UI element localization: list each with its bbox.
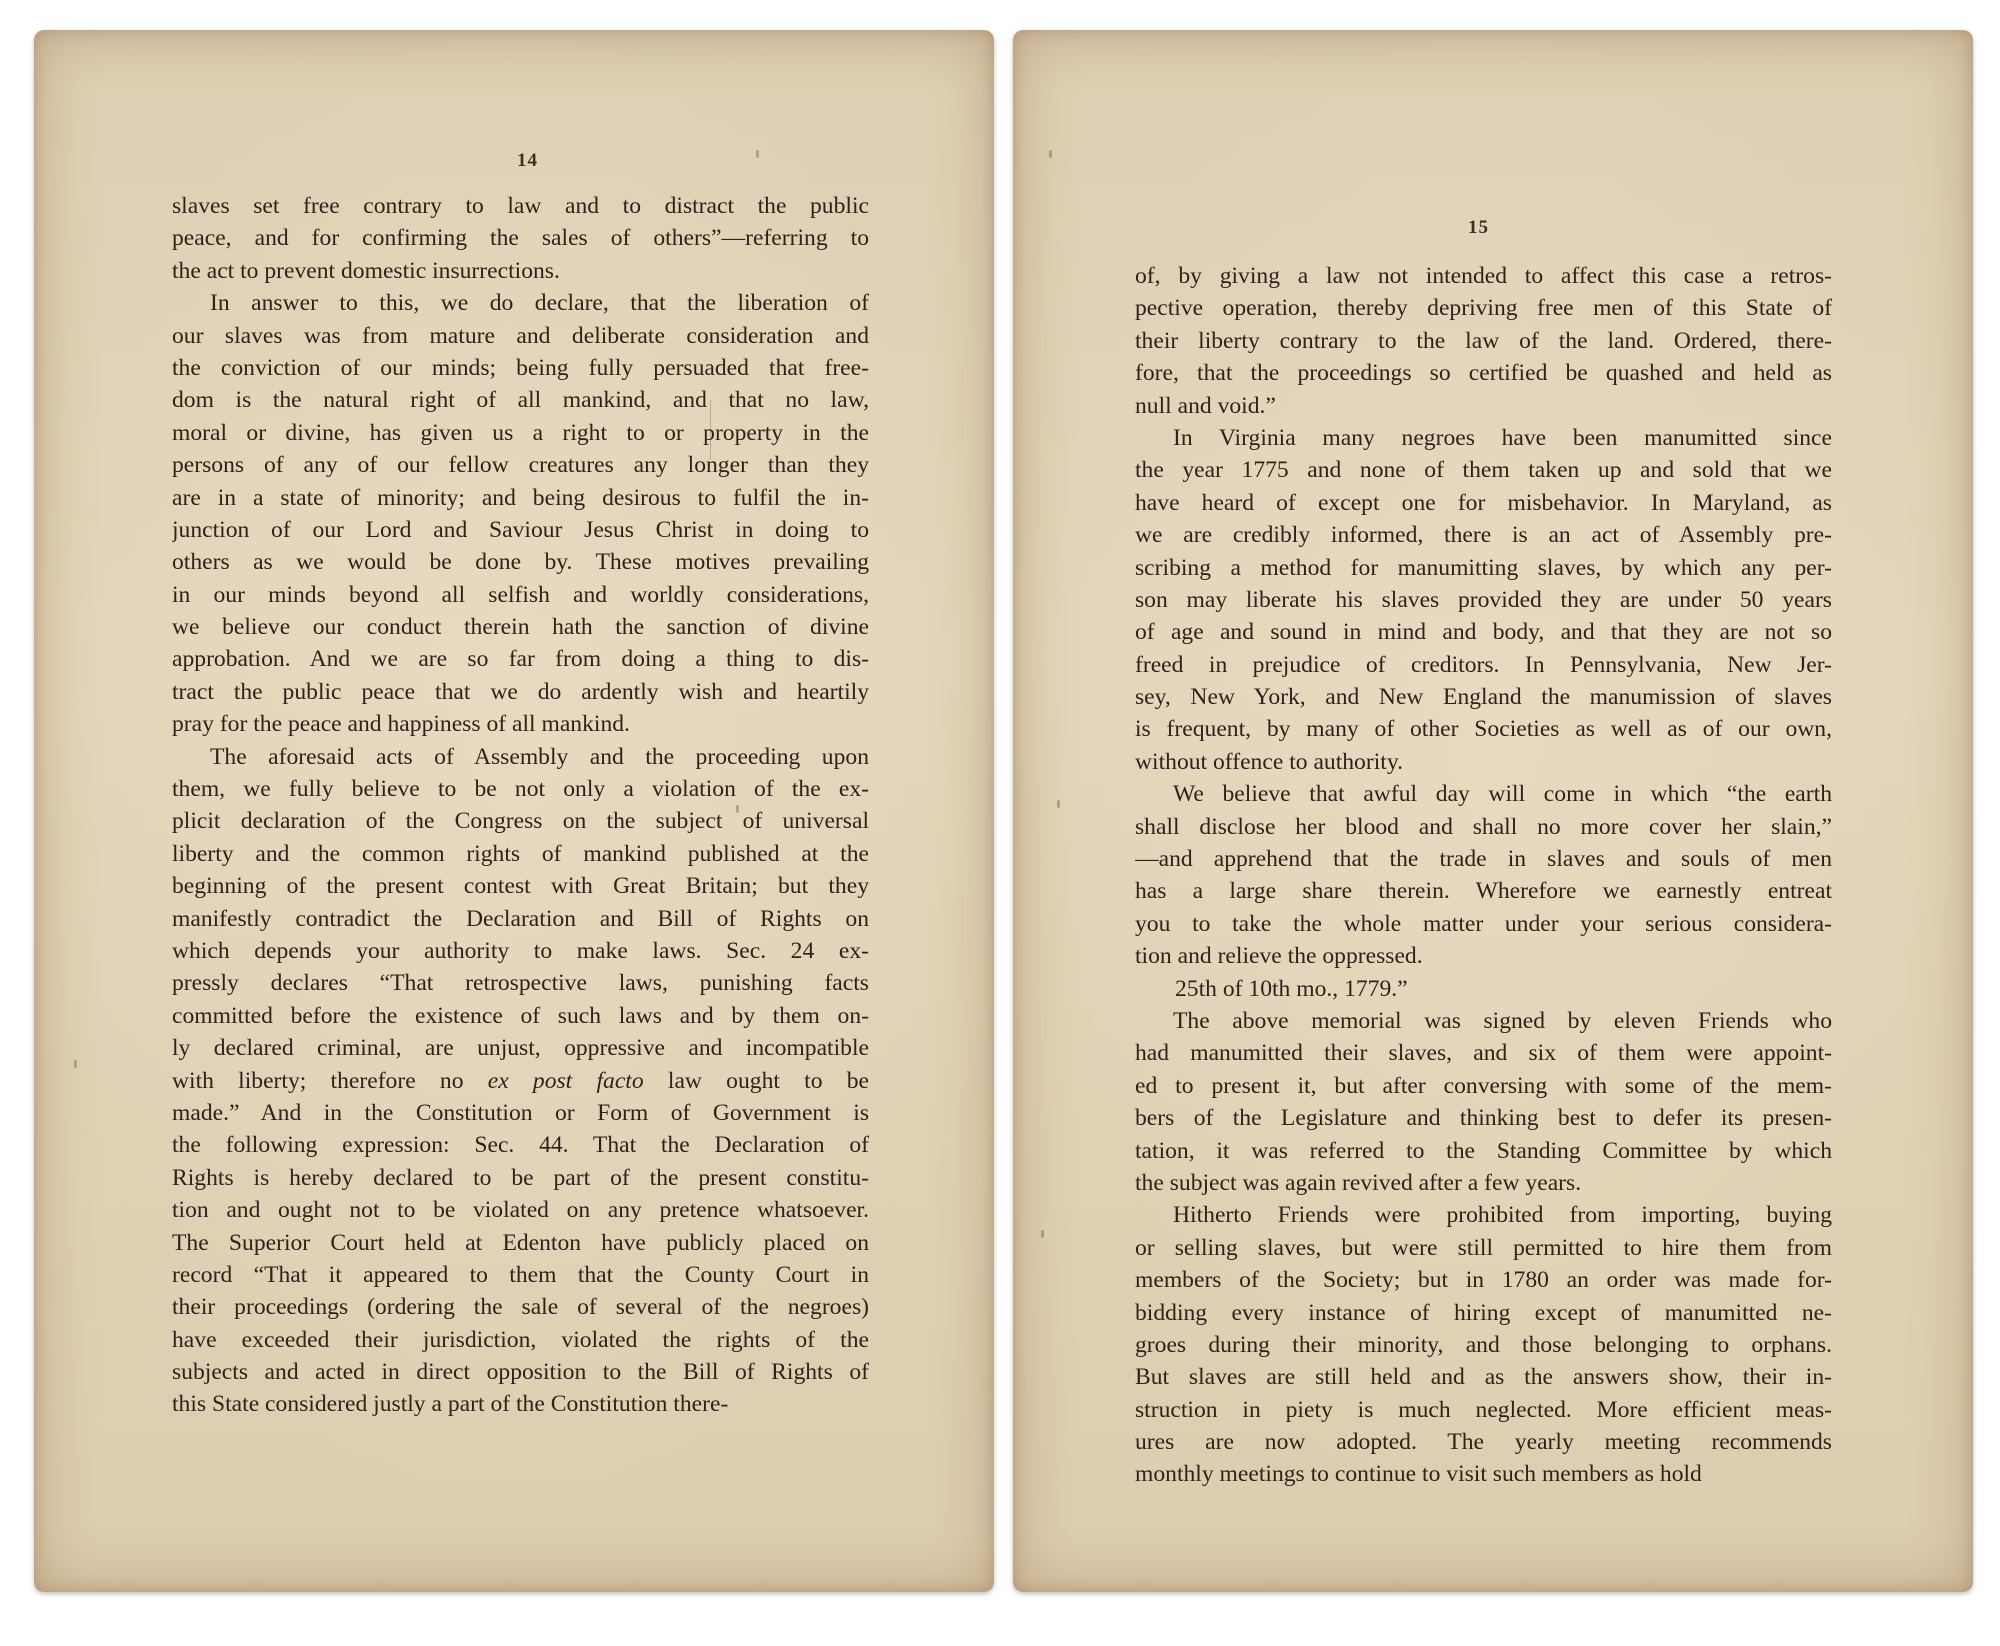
text-line: son may liberate his slaves provided they are under 50 years: [1135, 586, 1832, 613]
text-line: subjects and acted in direct opposition to the Bill of Rights of: [172, 1359, 869, 1386]
text-line: the act to prevent domestic insurrections.: [172, 257, 560, 284]
text-line: the conviction of our minds; being fully persuaded that free-: [172, 354, 869, 381]
text-line: struction in piety is much neglected. More efficient meas-: [1135, 1396, 1832, 1423]
right-page-text: [1135, 260, 1832, 1491]
paper-fleck: [1057, 800, 1060, 808]
text-line: tract the public peace that we do ardently wish and heartily: [172, 678, 869, 705]
text-line: In Virginia many negroes have been manumitted since: [1173, 424, 1832, 451]
text-line: made.” And in the Constitution or Form of Government is: [172, 1099, 869, 1126]
text-line: The Superior Court held at Edenton have publicly placed on: [172, 1229, 869, 1256]
text-line: are in a state of minority; and being desirous to fulfil the in-: [172, 484, 869, 511]
text-line: we are credibly informed, there is an act of Assembly pre-: [1135, 522, 1832, 549]
text-line: slaves set free contrary to law and to distract the public: [172, 193, 869, 219]
text-line: have heard of except one for misbehavior. In Maryland, as: [1135, 489, 1832, 516]
text-line: monthly meetings to continue to visit such members as hold: [1135, 1461, 1702, 1488]
text-line: their liberty contrary to the law of the land. Ordered, there-: [1135, 327, 1832, 354]
text-line: in our minds beyond all selfish and worldly considerations,: [172, 581, 869, 608]
text-line: Rights is hereby declared to be part of the present constitu-: [172, 1164, 869, 1191]
right-page: [1013, 30, 1973, 1592]
text-line: their proceedings (ordering the sale of several of the negroes): [172, 1294, 869, 1321]
text-line: the subject was again revived after a few years.: [1135, 1169, 1582, 1196]
left-page-text: [172, 190, 869, 1421]
text-line: had manumitted their slaves, and six of them were appoint-: [1135, 1040, 1832, 1067]
text-line: them, we fully believe to be not only a violation of the ex-: [172, 776, 869, 803]
text-line: pray for the peace and happiness of all mankind.: [172, 711, 630, 738]
text-line: null and void.”: [1135, 392, 1276, 419]
text-line: beginning of the present contest with Great Britain; but they: [172, 873, 869, 900]
text-line: pective operation, thereby depriving free men of this State of: [1135, 295, 1832, 322]
text-line: The above memorial was signed by eleven Friends who: [1173, 1007, 1832, 1034]
text-line: pressly declares “That retrospective laws, punishing facts: [172, 970, 869, 997]
text-line: we believe our conduct therein hath the sanction of divine: [172, 614, 869, 641]
paper-fleck: [1041, 1230, 1044, 1238]
text-line: the year 1775 and none of them taken up and sold that we: [1135, 457, 1832, 484]
text-line: peace, and for confirming the sales of others”—referring to: [172, 225, 869, 252]
paper-fleck: [756, 150, 759, 158]
text-line: with liberty; therefore no ex post facto law ought to be: [172, 1067, 869, 1094]
text-line: fore, that the proceedings so certified be quashed and held as: [1135, 360, 1832, 387]
text-line: of age and sound in mind and body, and that they are not so: [1135, 619, 1832, 646]
text-line: of, by giving a law not intended to affect this case a retros-: [1135, 263, 1832, 289]
text-line: which depends your authority to make laws. Sec. 24 ex-: [172, 937, 869, 964]
paper-fleck: [1049, 150, 1052, 158]
paper-fleck: [74, 1060, 77, 1068]
text-line: committed before the existence of such laws and by them on-: [172, 1002, 869, 1029]
paper-crease: [710, 400, 711, 460]
text-line: manifestly contradict the Declaration and Bill of Rights on: [172, 905, 869, 932]
text-line: In answer to this, we do declare, that the liberation of: [210, 290, 869, 317]
page-number-right: 15: [1468, 217, 1489, 238]
text-line: The aforesaid acts of Assembly and the proceeding upon: [210, 743, 869, 770]
text-line: has a large share therein. Wherefore we earnestly entreat: [1135, 878, 1832, 905]
text-line: members of the Society; but in 1780 an order was made for-: [1135, 1267, 1832, 1294]
text-line: liberty and the common rights of mankind published at the: [172, 840, 869, 867]
text-line: moral or divine, has given us a right to or property in the: [172, 419, 869, 446]
text-line: approbation. And we are so far from doing a thing to dis-: [172, 646, 869, 673]
text-line: junction of our Lord and Saviour Jesus Christ in doing to: [172, 516, 869, 543]
text-line: you to take the whole matter under your serious considera-: [1135, 910, 1832, 937]
text-line: ly declared criminal, are unjust, oppressive and incompatible: [172, 1035, 869, 1062]
text-line: persons of any of our fellow creatures any longer than they: [172, 452, 869, 479]
text-line: have exceeded their jurisdiction, violated the rights of the: [172, 1326, 869, 1353]
text-line: record “That it appeared to them that the County Court in: [172, 1261, 869, 1288]
text-line: bidding every instance of hiring except of manumitted ne-: [1135, 1299, 1832, 1326]
text-line: plicit declaration of the Congress on the subject of universal: [172, 808, 869, 835]
text-line: our slaves was from mature and deliberate consideration and: [172, 322, 869, 349]
text-line: scribing a method for manumitting slaves, by which any per-: [1135, 554, 1832, 581]
paper-fleck: [736, 805, 739, 813]
text-line: sey, New York, and New England the manumission of slaves: [1135, 684, 1832, 711]
text-line: We believe that awful day will come in which “the earth: [1173, 781, 1832, 808]
text-line: But slaves are still held and as the answers show, their in-: [1135, 1364, 1832, 1391]
text-line: 25th of 10th mo., 1779.”: [1175, 975, 1408, 1002]
text-line: others as we would be done by. These motives prevailing: [172, 549, 869, 576]
text-line: ed to present it, but after conversing with some of the mem-: [1135, 1072, 1832, 1099]
text-line: tion and relieve the oppressed.: [1135, 943, 1423, 970]
text-line: shall disclose her blood and shall no more cover her slain,”: [1135, 813, 1832, 840]
text-line: groes during their minority, and those belonging to orphans.: [1135, 1331, 1832, 1358]
page-number-left: 14: [517, 150, 538, 171]
text-line: freed in prejudice of creditors. In Pennsylvania, New Jer-: [1135, 651, 1832, 678]
text-line: the following expression: Sec. 44. That the Declaration of: [172, 1132, 869, 1159]
text-line: is frequent, by many of other Societies as well as of our own,: [1135, 716, 1832, 743]
text-line: ures are now adopted. The yearly meeting recommends: [1135, 1429, 1832, 1456]
left-page: [34, 30, 994, 1592]
text-line: bers of the Legislature and thinking best to defer its presen-: [1135, 1105, 1832, 1132]
text-line: or selling slaves, but were still permitted to hire them from: [1135, 1234, 1832, 1261]
text-line: this State considered justly a part of the Constitution there-: [172, 1391, 729, 1418]
italic-phrase: ex post facto: [487, 1067, 644, 1094]
text-line: —and apprehend that the trade in slaves and souls of men: [1135, 846, 1832, 873]
text-line: tation, it was referred to the Standing Committee by which: [1135, 1137, 1832, 1164]
text-line: Hitherto Friends were prohibited from importing, buying: [1173, 1202, 1832, 1229]
text-line: without offence to authority.: [1135, 748, 1403, 775]
text-line: dom is the natural right of all mankind, and that no law,: [172, 387, 869, 414]
text-line: tion and ought not to be violated on any pretence whatsoever.: [172, 1197, 869, 1224]
